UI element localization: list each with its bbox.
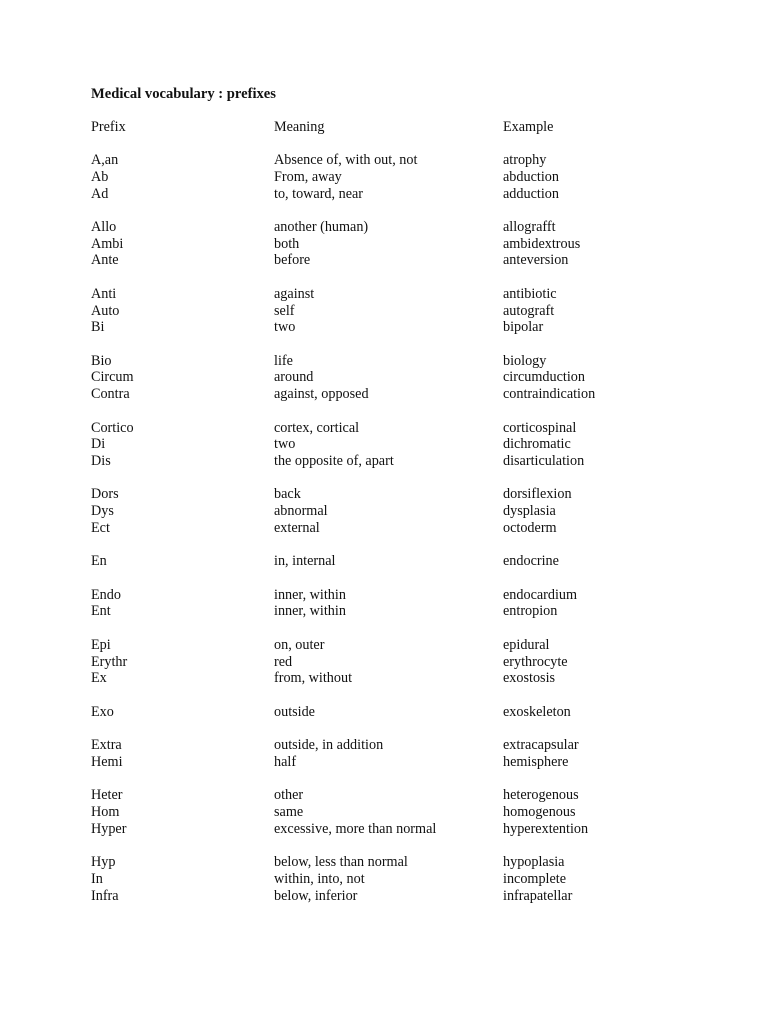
- prefix-cell: Endo: [91, 586, 121, 603]
- meaning-cell: below, less than normal: [274, 853, 408, 870]
- meaning-cell: the opposite of, apart: [274, 453, 394, 470]
- table-row: [0, 252, 768, 269]
- meaning-cell: against, opposed: [274, 386, 369, 403]
- prefix-cell: Exo: [91, 703, 114, 720]
- prefix-cell: Hyp: [91, 853, 116, 870]
- prefix-table: [0, 152, 768, 921]
- prefix-cell: Ect: [91, 520, 110, 537]
- example-cell: infrapatellar: [503, 887, 573, 904]
- table-row: [0, 169, 768, 186]
- meaning-cell: cortex, cortical: [274, 419, 360, 436]
- prefix-group: [0, 854, 768, 904]
- prefix-group: [0, 286, 768, 336]
- example-cell: biology: [503, 352, 547, 369]
- table-row: [0, 453, 768, 470]
- prefix-cell: Ab: [91, 168, 109, 185]
- header-meaning: Meaning: [274, 119, 325, 135]
- table-row: [0, 420, 768, 437]
- example-cell: autograft: [503, 302, 555, 319]
- meaning-cell: below, inferior: [274, 887, 358, 904]
- prefix-cell: Circum: [91, 369, 134, 386]
- prefix-cell: Bio: [91, 352, 112, 369]
- table-row: [0, 219, 768, 236]
- prefix-cell: A,an: [91, 152, 119, 168]
- example-cell: hyperextention: [503, 820, 589, 837]
- prefix-cell: Anti: [91, 285, 117, 302]
- example-cell: exostosis: [503, 670, 556, 687]
- prefix-cell: Hom: [91, 803, 120, 820]
- table-row: [0, 804, 768, 821]
- meaning-cell: around: [274, 369, 314, 386]
- meaning-cell: both: [274, 235, 300, 252]
- example-cell: atrophy: [503, 152, 547, 168]
- prefix-cell: Allo: [91, 218, 117, 235]
- prefix-cell: Contra: [91, 386, 130, 403]
- table-row: [0, 787, 768, 804]
- meaning-cell: against: [274, 285, 315, 302]
- meaning-cell: from, without: [274, 670, 353, 687]
- prefix-group: [0, 486, 768, 536]
- table-row: [0, 670, 768, 687]
- table-row: [0, 486, 768, 503]
- meaning-cell: inner, within: [274, 603, 346, 620]
- example-cell: bipolar: [503, 319, 544, 336]
- prefix-cell: Dys: [91, 503, 114, 520]
- example-cell: exoskeleton: [503, 703, 571, 720]
- table-row: [0, 303, 768, 320]
- table-row: [0, 821, 768, 838]
- example-cell: dichromatic: [503, 436, 571, 453]
- table-row: [0, 637, 768, 654]
- prefix-cell: Di: [91, 436, 106, 453]
- prefix-cell: En: [91, 553, 107, 570]
- prefix-cell: In: [91, 870, 103, 887]
- table-row: [0, 186, 768, 203]
- meaning-cell: within, into, not: [274, 870, 365, 887]
- prefix-group: [0, 420, 768, 470]
- example-cell: corticospinal: [503, 419, 577, 436]
- meaning-cell: From, away: [274, 168, 342, 185]
- example-cell: ambidextrous: [503, 235, 581, 252]
- meaning-cell: self: [274, 302, 295, 319]
- meaning-cell: red: [274, 653, 293, 670]
- prefix-cell: Epi: [91, 636, 111, 653]
- table-row: [0, 654, 768, 671]
- prefix-group: [0, 553, 768, 570]
- example-cell: contraindication: [503, 386, 596, 403]
- table-row: [0, 704, 768, 721]
- meaning-cell: inner, within: [274, 586, 346, 603]
- meaning-cell: in, internal: [274, 553, 336, 570]
- meaning-cell: before: [274, 252, 311, 269]
- prefix-cell: Extra: [91, 736, 122, 753]
- example-cell: heterogenous: [503, 787, 579, 804]
- meaning-cell: outside, in addition: [274, 736, 384, 753]
- prefix-cell: Erythr: [91, 653, 128, 670]
- prefix-cell: Hyper: [91, 820, 127, 837]
- header-example: Example: [503, 119, 554, 135]
- table-row: [0, 587, 768, 604]
- example-cell: allografft: [503, 218, 556, 235]
- table-row: [0, 236, 768, 253]
- meaning-cell: another (human): [274, 218, 369, 235]
- prefix-cell: Dis: [91, 453, 111, 470]
- prefix-cell: Hemi: [91, 753, 123, 770]
- example-cell: hypoplasia: [503, 853, 565, 870]
- prefix-group: [0, 704, 768, 721]
- prefix-group: [0, 353, 768, 403]
- table-row: [0, 854, 768, 871]
- page-title: Medical vocabulary : prefixes: [91, 86, 276, 102]
- table-header: [0, 119, 768, 136]
- table-row: [0, 503, 768, 520]
- table-row: [0, 152, 768, 169]
- prefix-cell: Ex: [91, 670, 107, 687]
- table-row: [0, 603, 768, 620]
- example-cell: antibiotic: [503, 285, 557, 302]
- meaning-cell: two: [274, 436, 296, 453]
- prefix-cell: Infra: [91, 887, 119, 904]
- table-row: [0, 520, 768, 537]
- meaning-cell: external: [274, 520, 320, 537]
- table-row: [0, 888, 768, 905]
- example-cell: epidural: [503, 636, 550, 653]
- prefix-group: [0, 737, 768, 771]
- prefix-cell: Auto: [91, 302, 120, 319]
- example-cell: octoderm: [503, 520, 557, 537]
- meaning-cell: two: [274, 319, 296, 336]
- example-cell: incomplete: [503, 870, 567, 887]
- meaning-cell: Absence of, with out, not: [274, 152, 418, 168]
- prefix-cell: Heter: [91, 787, 123, 804]
- table-row: [0, 369, 768, 386]
- meaning-cell: other: [274, 787, 304, 804]
- example-cell: disarticulation: [503, 453, 585, 470]
- table-row: [0, 386, 768, 403]
- table-row: [0, 871, 768, 888]
- prefix-group: [0, 787, 768, 837]
- meaning-cell: on, outer: [274, 636, 325, 653]
- example-cell: entropion: [503, 603, 558, 620]
- prefix-group: [0, 152, 768, 202]
- meaning-cell: to, toward, near: [274, 185, 364, 202]
- meaning-cell: excessive, more than normal: [274, 820, 437, 837]
- example-cell: erythrocyte: [503, 653, 568, 670]
- meaning-cell: half: [274, 753, 297, 770]
- example-cell: endocrine: [503, 553, 559, 570]
- table-row: [0, 754, 768, 771]
- example-cell: dorsiflexion: [503, 486, 572, 503]
- meaning-cell: outside: [274, 703, 315, 720]
- header-prefix: Prefix: [91, 119, 126, 135]
- table-row: [0, 319, 768, 336]
- table-row: [0, 553, 768, 570]
- meaning-cell: abnormal: [274, 503, 328, 520]
- example-cell: dysplasia: [503, 503, 556, 520]
- meaning-cell: life: [274, 352, 293, 369]
- prefix-cell: Bi: [91, 319, 105, 336]
- example-cell: circumduction: [503, 369, 585, 386]
- example-cell: endocardium: [503, 586, 578, 603]
- example-cell: homogenous: [503, 803, 576, 820]
- meaning-cell: same: [274, 803, 304, 820]
- prefix-cell: Ent: [91, 603, 111, 620]
- table-row: [0, 353, 768, 370]
- prefix-cell: Ante: [91, 252, 119, 269]
- example-cell: adduction: [503, 185, 559, 202]
- prefix-cell: Dors: [91, 486, 119, 503]
- table-row: [0, 286, 768, 303]
- prefix-group: [0, 587, 768, 621]
- example-cell: hemisphere: [503, 753, 569, 770]
- table-row: [0, 737, 768, 754]
- example-cell: extracapsular: [503, 736, 579, 753]
- prefix-group: [0, 637, 768, 687]
- example-cell: abduction: [503, 168, 559, 185]
- table-row: [0, 436, 768, 453]
- meaning-cell: back: [274, 486, 301, 503]
- prefix-group: [0, 219, 768, 269]
- prefix-cell: Cortico: [91, 419, 134, 436]
- example-cell: anteversion: [503, 252, 569, 269]
- prefix-cell: Ambi: [91, 235, 124, 252]
- prefix-cell: Ad: [91, 185, 109, 202]
